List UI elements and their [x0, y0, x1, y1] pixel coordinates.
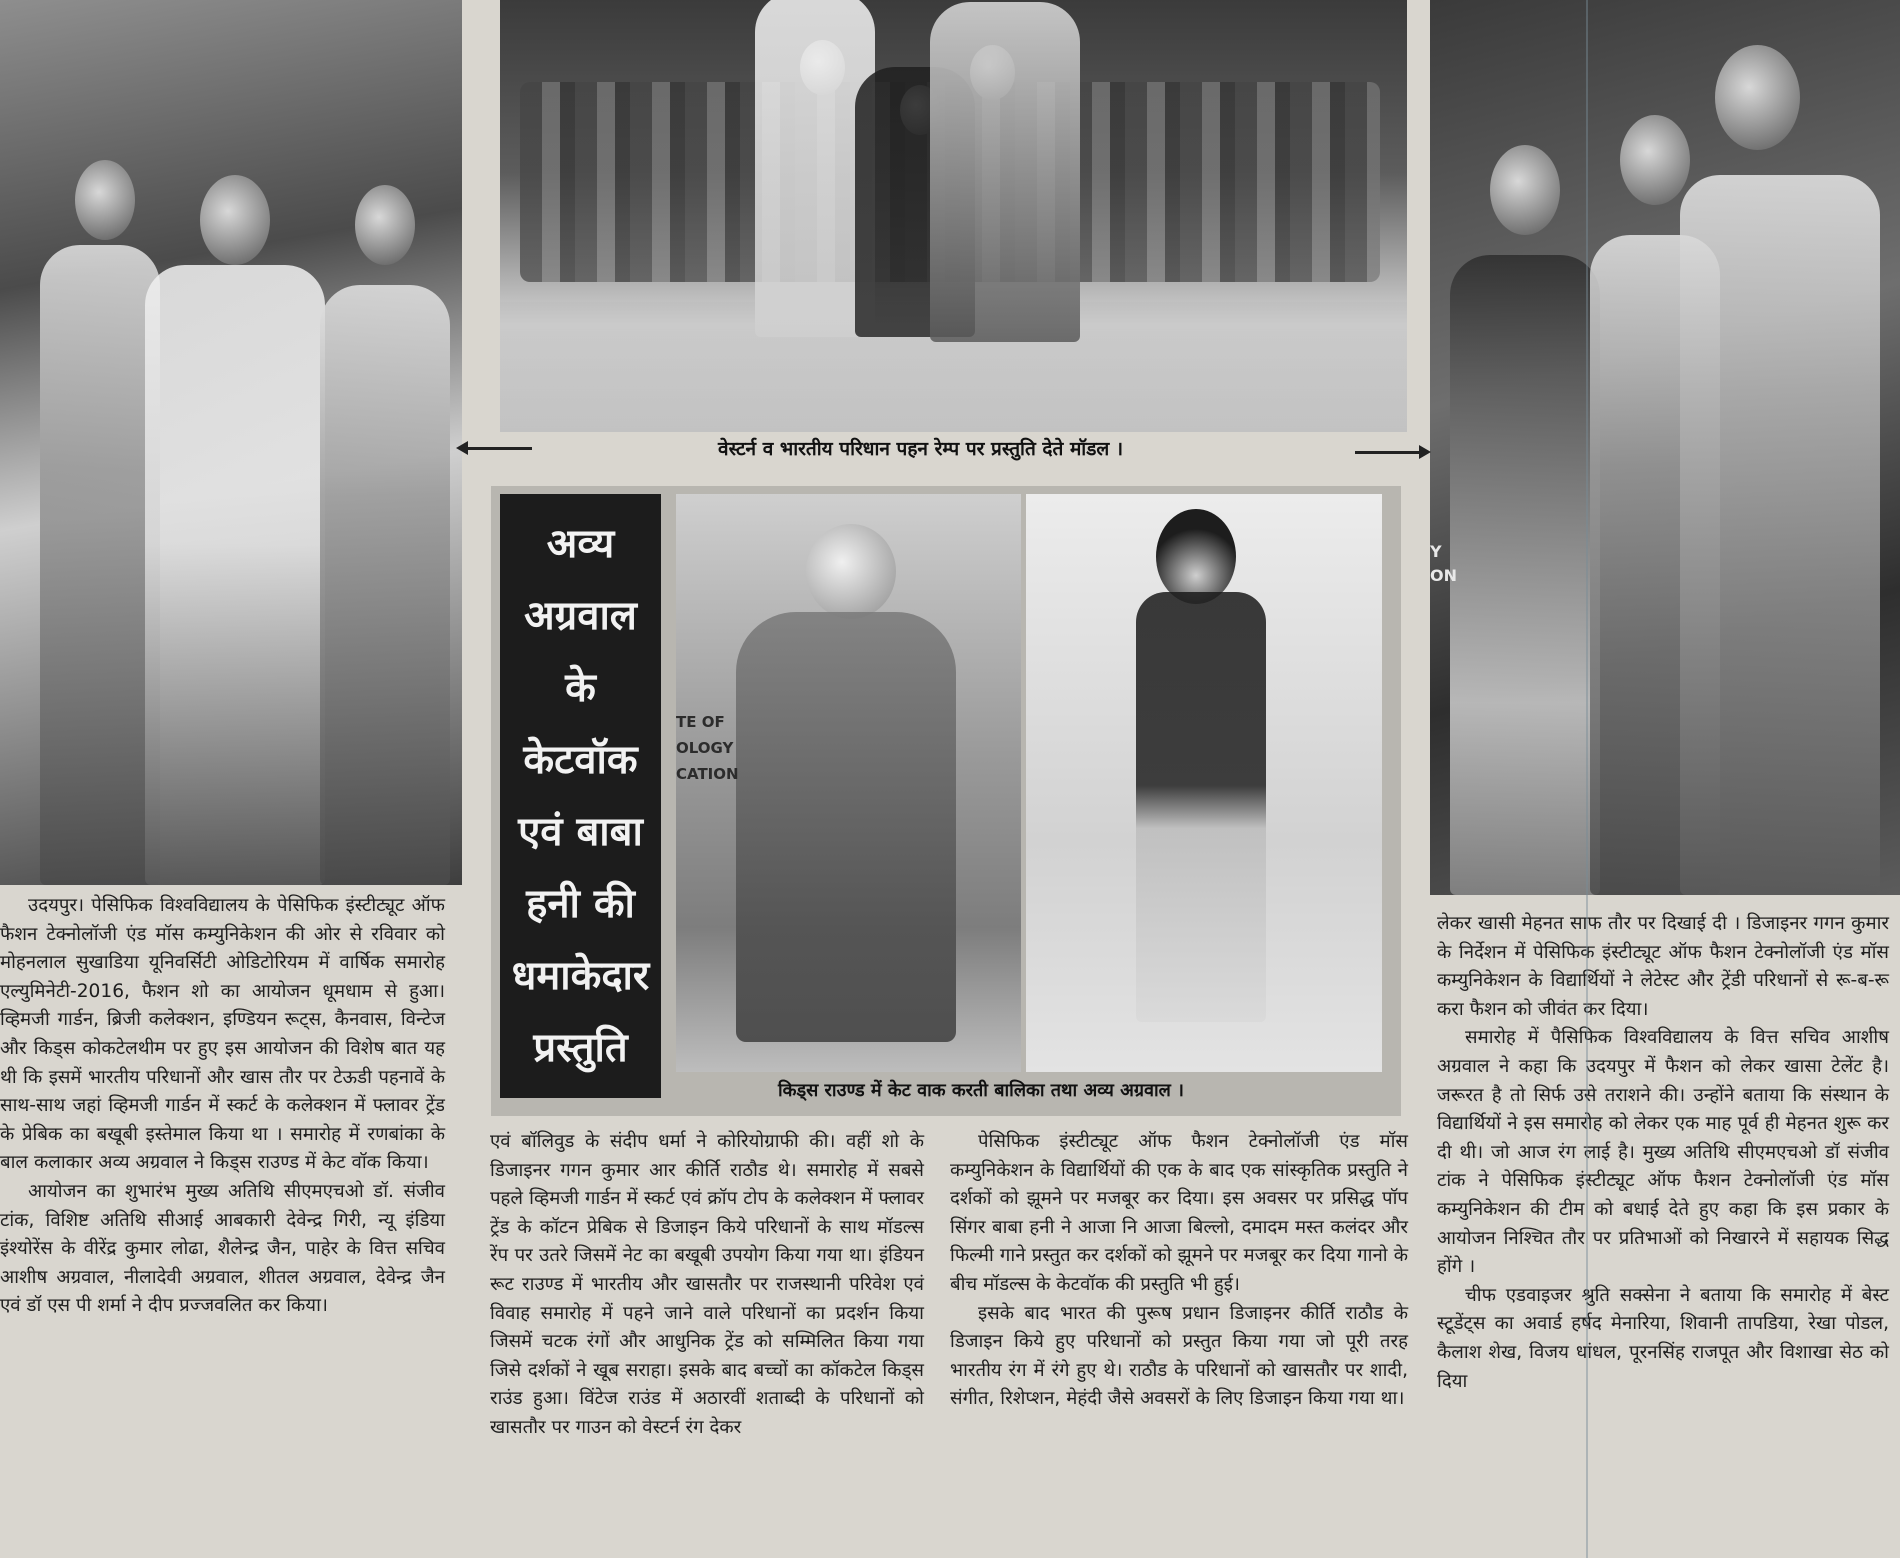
headline-line: के: [565, 665, 596, 711]
headline-line: हनी की: [526, 881, 635, 927]
column-paragraph: एवं बॉलिवुड के संदीप धर्मा ने कोरियोग्राफी की। वहीं शो के डिजाइनर गगन कुमार आर कीर्ति राठौड थे। समारोह में सबसे पहले व्हिमजी गार्डन में स्कर्ट एवं क्रॉप टोप के कलेक्शन में फ्लावर ट्रेंड के कॉटन प्रेबिक से डिजाइन किये परिधानों के साथ मॉडल्स रेंप पर उतरे जिसमें नेट का बखूबी उपयोग किया गया था। इंडियन रूट राउण्ड में भारतीय और खासतौर पर राजस्थानी परिवेश एवं विवाह समारोह में पहने जाने वाले परिधानों का प्रदर्शन किया जिसमें चटक रंगों और आधुनिक ट्रेंड को सम्मिलित किया गया जिसे दर्शकों ने खूब सराहा। इसके बाद बच्चों का कॉकटेल किड्स राउंड हुआ। विंटेज राउंड में अठारवीं शताब्दी के परिधानों को खासतौर पर गाउन को वेस्टर्न रंग देकर: [490, 1131, 924, 1438]
headline-box: [500, 494, 661, 1098]
column-paragraph: लेकर खासी मेहनत साफ तौर पर दिखाई दी । डिजाइनर गगन कुमार के निर्देशन में पेसिफिक इंस्टीट्यूट ऑफ फैशन टेक्नोलॉजी एंड मॉस कम्युनिकेशन के विद्यार्थियों ने लेटेस्ट और ट्रेंडी परिधानों से रू-ब-रू करा फैशन को जीवंत कर दिया।: [1437, 913, 1889, 1020]
kids-photo-boy: [1026, 494, 1382, 1072]
headline-line: केटवॉक: [523, 737, 638, 783]
column-paragraph: समारोह में पैसिफिक विश्वविद्यालय के वित्त सचिव आशीष अग्रवाल ने कहा कि उदयपुर में फैशन को लेकर खासा टेलेंट है। जरूरत है तो सिर्फ उसे तराशने की। उन्होंने बताया कि संस्थान के विद्यार्थियों ने इस समारोह को लेकर एक माह पूर्व ही मेहनत शुरू कर दी थी। जो आज रंग लाई है। मुख्य अतिथि सीएमएचओ डॉ संजीव टांक ने पेसिफिक इंस्टीट्यूट ऑफ फैशन टेक्नोलॉजी एंड मॉस कम्युनिकेशन की टीम को बधाई देते हुए कहा कि इस प्रकार के आयोजन निश्चित तौर पर प्रतिभाओं को निखारने में सहायक सिद्ध होंगे ।: [1437, 1027, 1889, 1278]
headline-line: अव्य: [546, 521, 615, 567]
kids-backdrop-sign: TE OF OLOGY CATION: [676, 713, 739, 783]
column-paragraph: इसके बाद भारत की पुरूष प्रधान डिजाइनर कीर्ति राठौड के डिजाइन किये हुए परिधानों को प्रस्तुत किया गया जो पूरी तरह भारतीय रंग में रंगे हुए थे। राठौड के परिधानों को खासतौर पर शादी, संगीत, रिशेप्शन, मेहंदी जैसे अवसरों के लिए डिजाइन किया गया था।: [950, 1302, 1408, 1410]
article-column-3: [950, 1128, 1408, 1558]
right-photo: [1430, 0, 1900, 895]
top-photo-caption: वेस्टर्न व भारतीय परिधान पहन रेम्प पर प्रस्तुति देते मॉडल ।: [718, 438, 1124, 460]
column-paragraph: उदयपुर। पेसिफिक विश्वविद्यालय के पेसिफिक इंस्टीट्यूट ऑफ फैशन टेक्नोलॉजी एंड मॉस कम्युनिकेशन की ओर से रविवार को मोहनलाल सुखाडिया यूनिवर्सिटी ओडिटोरियम में वार्षिक समारोह एल्युमिनेटी-2016, फैशन शो का आयोजन धूमधाम से हुआ। व्हिमजी गार्डन, ब्रिजी कलेक्शन, इण्डियन रूट्स, कैनवास, विन्टेज और किड्स कोकटेलथीम पर हुए इस आयोजन की विशेष बात यह थी कि इसमें भारतीय परिधानों और खास तौर पर टेऊडी पहनावें के साथ-साथ जहां व्हिमजी गार्डन में स्कर्ट के कलेक्शन में फ्लावर ट्रेंड के प्रेबिक का बखूबी इस्तेमाल किया था । समारोह में रणबांका के बाल कलाकार अव्य अग्रवाल ने किड्स राउण्ड में केट वॉक किया।: [0, 895, 445, 1174]
headline-line: अग्रवाल: [524, 593, 637, 639]
left-arrow: [466, 447, 532, 450]
column-paragraph: पेसिफिक इंस्टीट्यूट ऑफ फैशन टेक्नोलॉजी एंड मॉस कम्युनिकेशन के विद्यार्थियों की एक के बाद एक सांस्कृतिक प्रस्तुति ने दर्शकों को झूमने पर मजबूर कर दिया। इस अवसर पर प्रसिद्ध पॉप सिंगर बाबा हनी ने आजा नि आजा बिल्लो, दमादम मस्त कलंदर और फिल्मी गाने प्रस्तुत कर दर्शकों को झूमने पर मजबूर कर दिया गानो के बीच मॉडल्स के केटवॉक की प्रस्तुति भी हुई।: [950, 1131, 1408, 1295]
top-center-photo: [500, 0, 1407, 432]
article-column-1: [0, 892, 445, 1558]
article-column-4: [1437, 910, 1889, 1558]
article-column-2: [490, 1128, 924, 1558]
paper-fold-line: [1586, 0, 1588, 1558]
column-paragraph: आयोजन का शुभारंभ मुख्य अतिथि सीएमएचओ डॉ. संजीव टांक, विशिष्ट अतिथि सीआई आबकारी देवेन्द्र गिरी, न्यू इंडिया इंश्योरेंस के वीरेंद्र कुमार लोढा, शैलेन्द्र जैन, पाहेर के वित्त सचिव आशीष अग्रवाल, नीलादेवी अग्रवाल, शीतल अग्रवाल, देवेन्द्र जैन एवं डॉ एस पी शर्मा ने दीप प्रज्जवलित कर किया।: [0, 1180, 445, 1317]
column-paragraph: चीफ एडवाइजर श्रुति सक्सेना ने बताया कि समारोह में बेस्ट स्टूडेंट्स का अवार्ड हर्षद मेनारिया, शिवानी तापडिया, रेखा पोडल, कैलाश शेख, विजय धांधल, पूरनसिंह राजपूत और विशाखा सेठ को दिया: [1437, 1284, 1889, 1392]
headline-line: प्रस्तुति: [533, 1025, 628, 1071]
kids-photo-caption: किड्स राउण्ड में केट वाक करती बालिका तथा अव्य अग्रवाल ।: [778, 1080, 1184, 1101]
kids-photo-girl: [676, 494, 1021, 1072]
headline-line: एवं बाबा: [518, 809, 643, 855]
right-backdrop-sign: Y ON: [1430, 542, 1457, 585]
left-photo: [0, 0, 462, 885]
headline-line: धमाकेदार: [511, 953, 650, 999]
right-arrow: [1355, 451, 1421, 454]
